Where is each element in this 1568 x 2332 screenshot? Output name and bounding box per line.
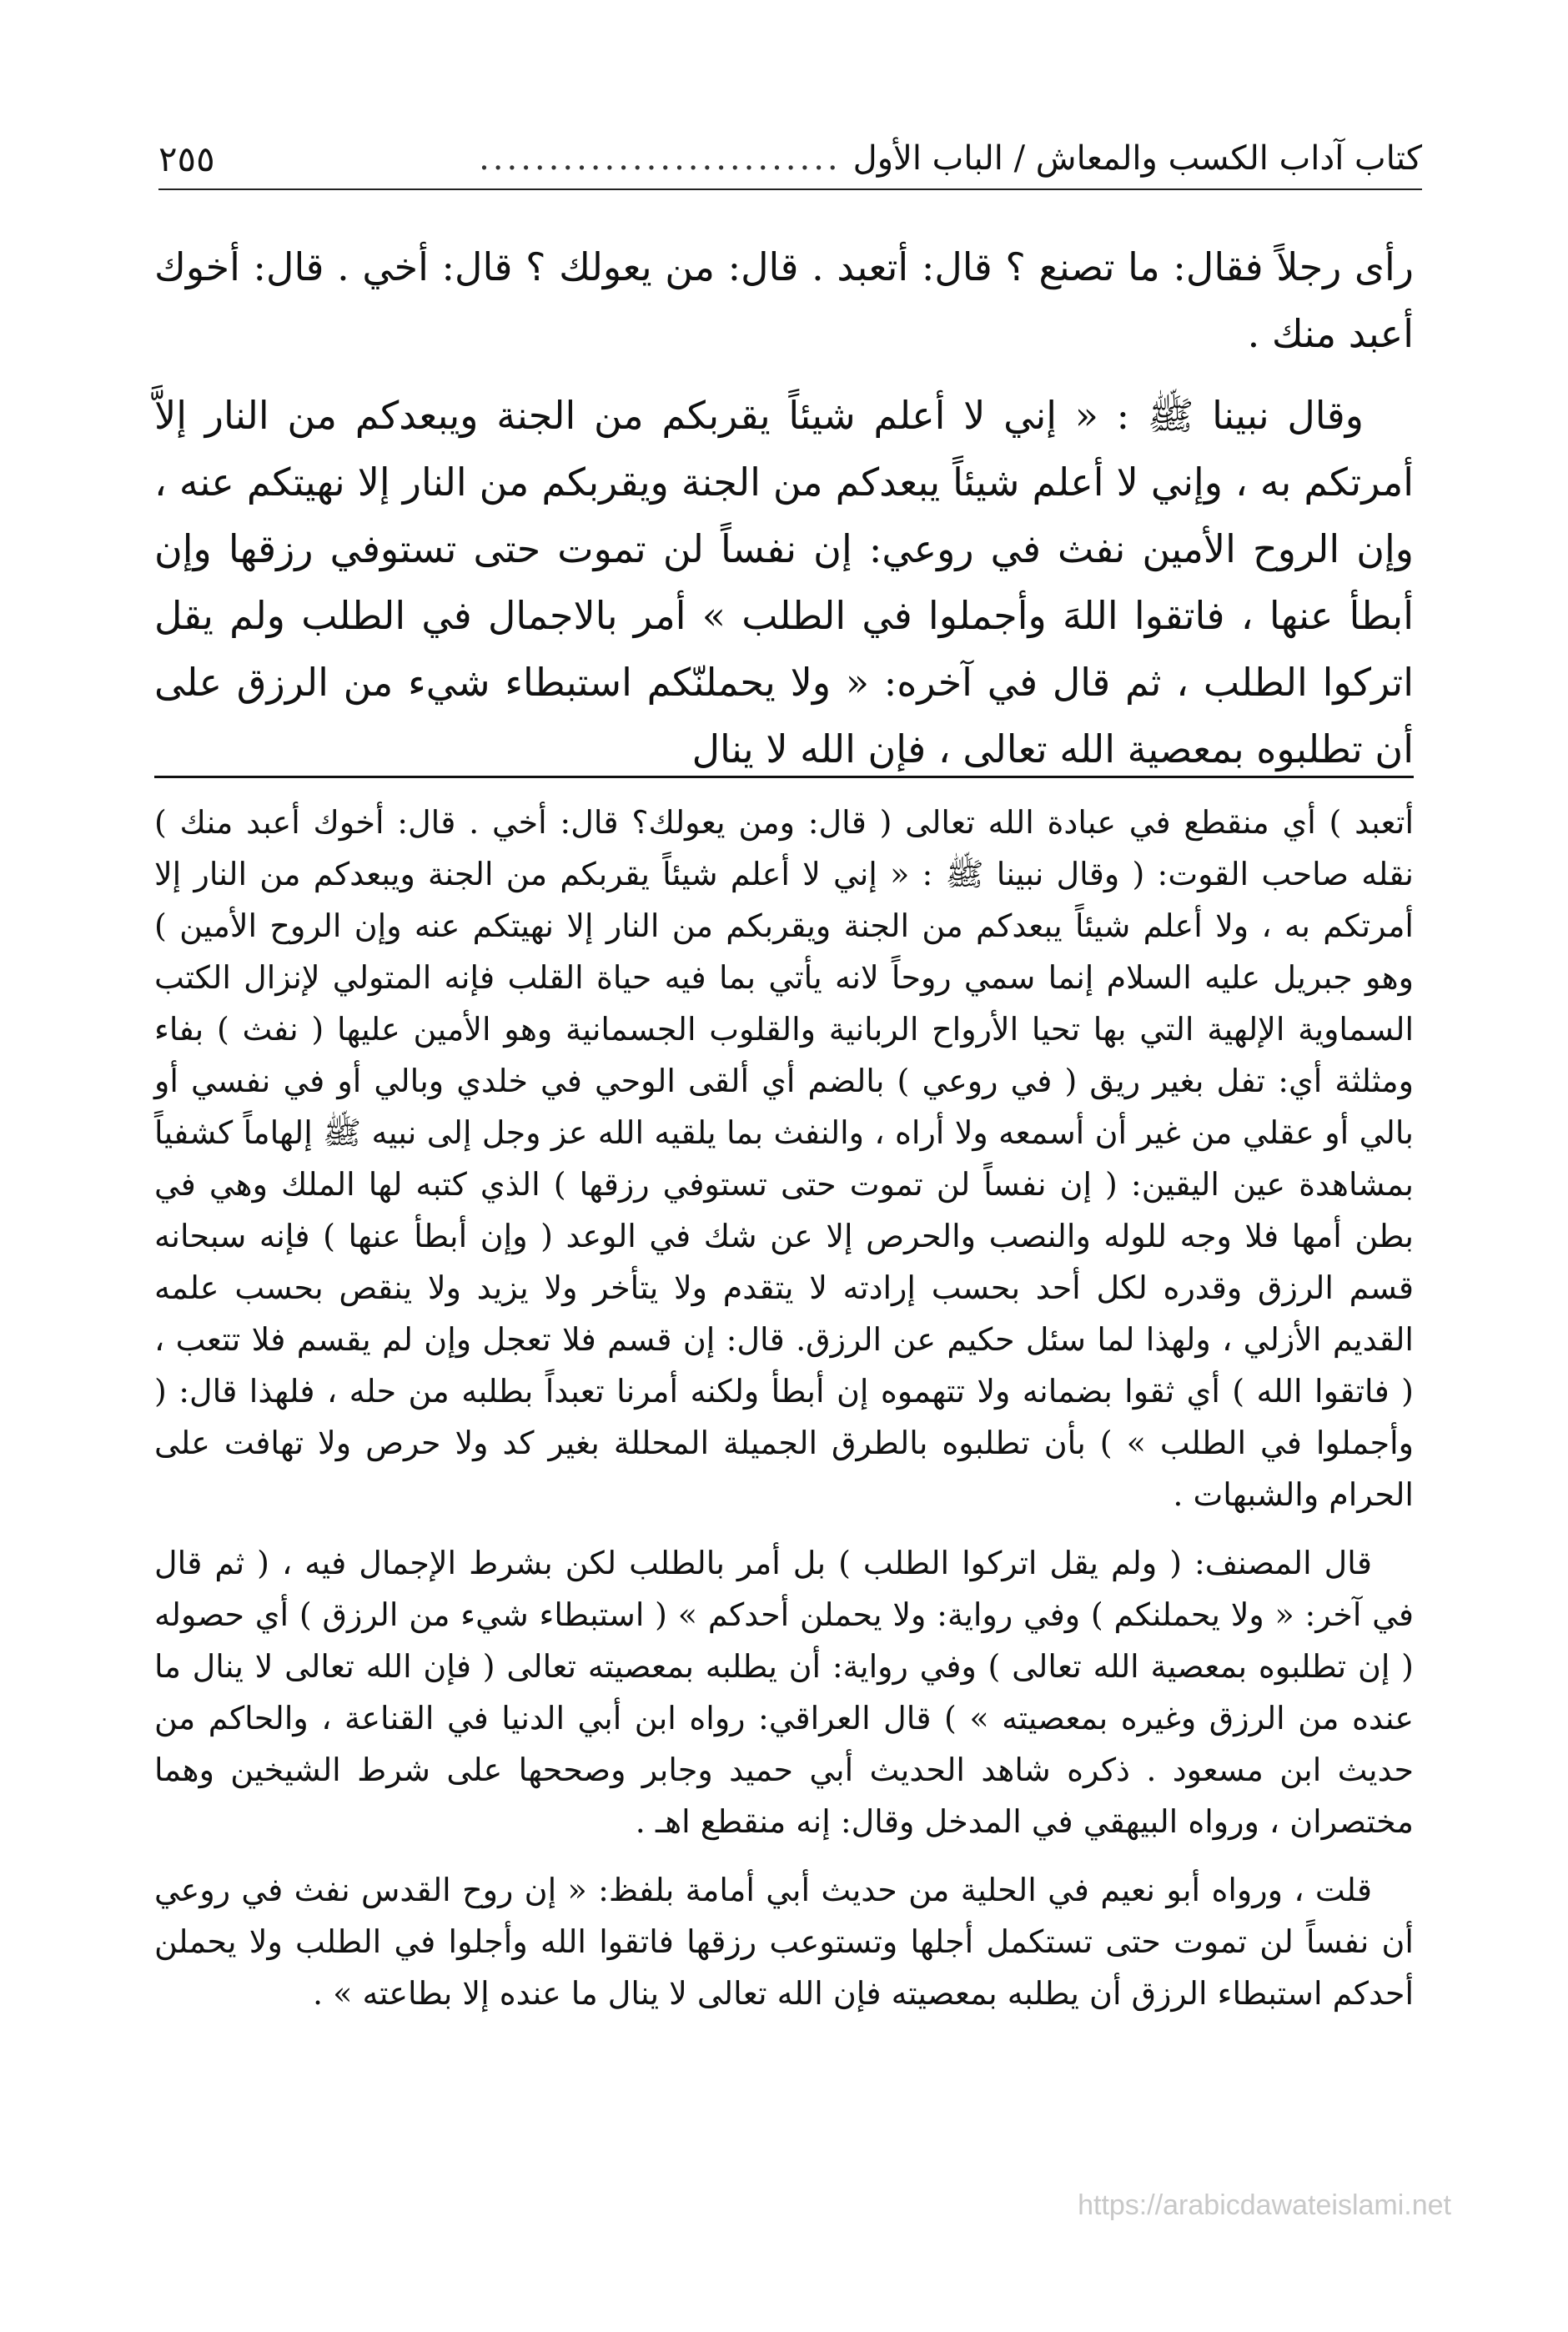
commentary-paragraph-3: قلت ، ورواه أبو نعيم في الحلية من حديث أبي أمامة بلفظ: « إن روح القدس نفث في روعي أن نفساً لن تموت حتى تستكمل أجلها وتستوعب رزقها فاتقوا الله وأجلوا في الطلب ولا يحملن أحدكم استبطاء الرزق أن يطلبه بمعصيته فإن الله تعالى لا ينال ما عنده إلا بطاعته » . [154,1872,1414,2012]
page-number: ٢٥٥ [158,138,215,179]
main-text-block [154,234,1414,797]
commentary-block [154,797,1414,2036]
footnote-divider [154,776,1414,778]
leader-dots: .......................... [479,139,842,178]
commentary-paragraph-2: قال المصنف: ( ولم يقل اتركوا الطلب ) بل أمر بالطلب لكن بشرط الإجمال فيه ، ( ثم قال في آخر: « ولا يحملنكم ) وفي رواية: ولا يحملن أحدكم » ( استبطاء شيء من الرزق ) أي حصوله ( إن تطلبوه بمعصية الله تعالى ) وفي رواية: أن يطلبه بمعصيته تعالى ( فإن الله تعالى لا ينال ما عنده من الرزق وغيره بمعصيته » ) قال العراقي: رواه ابن أبي الدنيا في القناعة ، والحاكم من حديث ابن مسعود . ذكره شاهد الحديث أبي حميد وجابر وصححها على شرط الشيخين وهما مختصران ، ورواه البيهقي في المدخل وقال: إنه منقطع اهـ . [154,1545,1414,1840]
commentary-paragraph-1: أتعبد ) أي منقطع في عبادة الله تعالى ( قال: ومن يعولك؟ قال: أخي . قال: أخوك أعبد منك ) نقله صاحب القوت: ( وقال نبينا ﷺ : « إني لا أعلم شيئاً يقربكم من الجنة ويبعدكم من النار إلا أمرتكم به ، ولا أعلم شيئاً يبعدكم من الجنة ويقربكم من النار إلا نهيتكم عنه وإن الروح الأمين ) وهو جبريل عليه السلام إنما سمي روحاً لانه يأتي بما فيه حياة القلب فإنه المتولي لإنزال الكتب السماوية الإلهية التي بها تحيا الأرواح الربانية والقلوب الجسمانية وهو الأمين عليها ( نفث ) بفاء ومثلثة أي: تفل بغير ريق ( في روعي ) بالضم أي ألقى الوحي في خلدي وبالي أو في نفسي أو بالي أو عقلي من غير أن أسمعه ولا أراه ، والنفث بما يلقيه الله عز وجل إلى نبيه ﷺ إلهاماً كشفياً بمشاهدة عين اليقين: ( إن نفساً لن تموت حتى تستوفي رزقها ) الذي كتبه لها الملك وهي في بطن أمها فلا وجه للوله والنصب والحرص إلا عن شك في الوعد ( وإن أبطأ عنها ) فإنه سبحانه قسم الرزق وقدره لكل أحد بحسب إرادته لا يتقدم ولا يتأخر ولا يزيد ولا ينقص بحسب علمه القديم الأزلي ، ولهذا لما سئل حكيم عن الرزق. قال: إن قسم فلا تعجل وإن لم يقسم فلا تتعب ، ( فاتقوا الله ) أي ثقوا بضمانه ولا تتهموه إن أبطأ ولكنه أمرنا تعبداً بطلبه من حله ، فلهذا قال: ( وأجملوا في الطلب » ) بأن تطلبوه بالطرق الجميلة المحللة بغير كد ولا حرص ولا تهافت على الحرام والشبهات . [154,804,1414,1513]
chapter-title: كتاب آداب الكسب والمعاش / الباب الأول [852,139,1422,178]
main-paragraph-2: وقال نبينا ﷺ : « إني لا أعلم شيئاً يقربكم من الجنة ويبعدكم من النار إلاَّ أمرتكم به ، وإني لا أعلم شيئاً يبعدكم من الجنة ويقربكم من النار إلا نهيتكم عنه ، وإن الروح الأمين نفث في روعي: إن نفساً لن تموت حتى تستوفي رزقها وإن أبطأ عنها ، فاتقوا اللهَ وأجملوا في الطلب » أمر بالاجمال في الطلب ولم يقل اتركوا الطلب ، ثم قال في آخره: « ولا يحملنّكم استبطاء شيء من الرزق على أن تطلبوه بمعصية الله تعالى ، فإن الله لا ينال [154,393,1414,771]
watermark-url: https://arabicdawateislami.net [1078,2189,1451,2221]
main-paragraph-1: رأى رجلاً فقال: ما تصنع ؟ قال: أتعبد . قال: من يعولك ؟ قال: أخي . قال: أخوك أعبد منك . [154,244,1414,356]
running-header [158,133,1422,190]
